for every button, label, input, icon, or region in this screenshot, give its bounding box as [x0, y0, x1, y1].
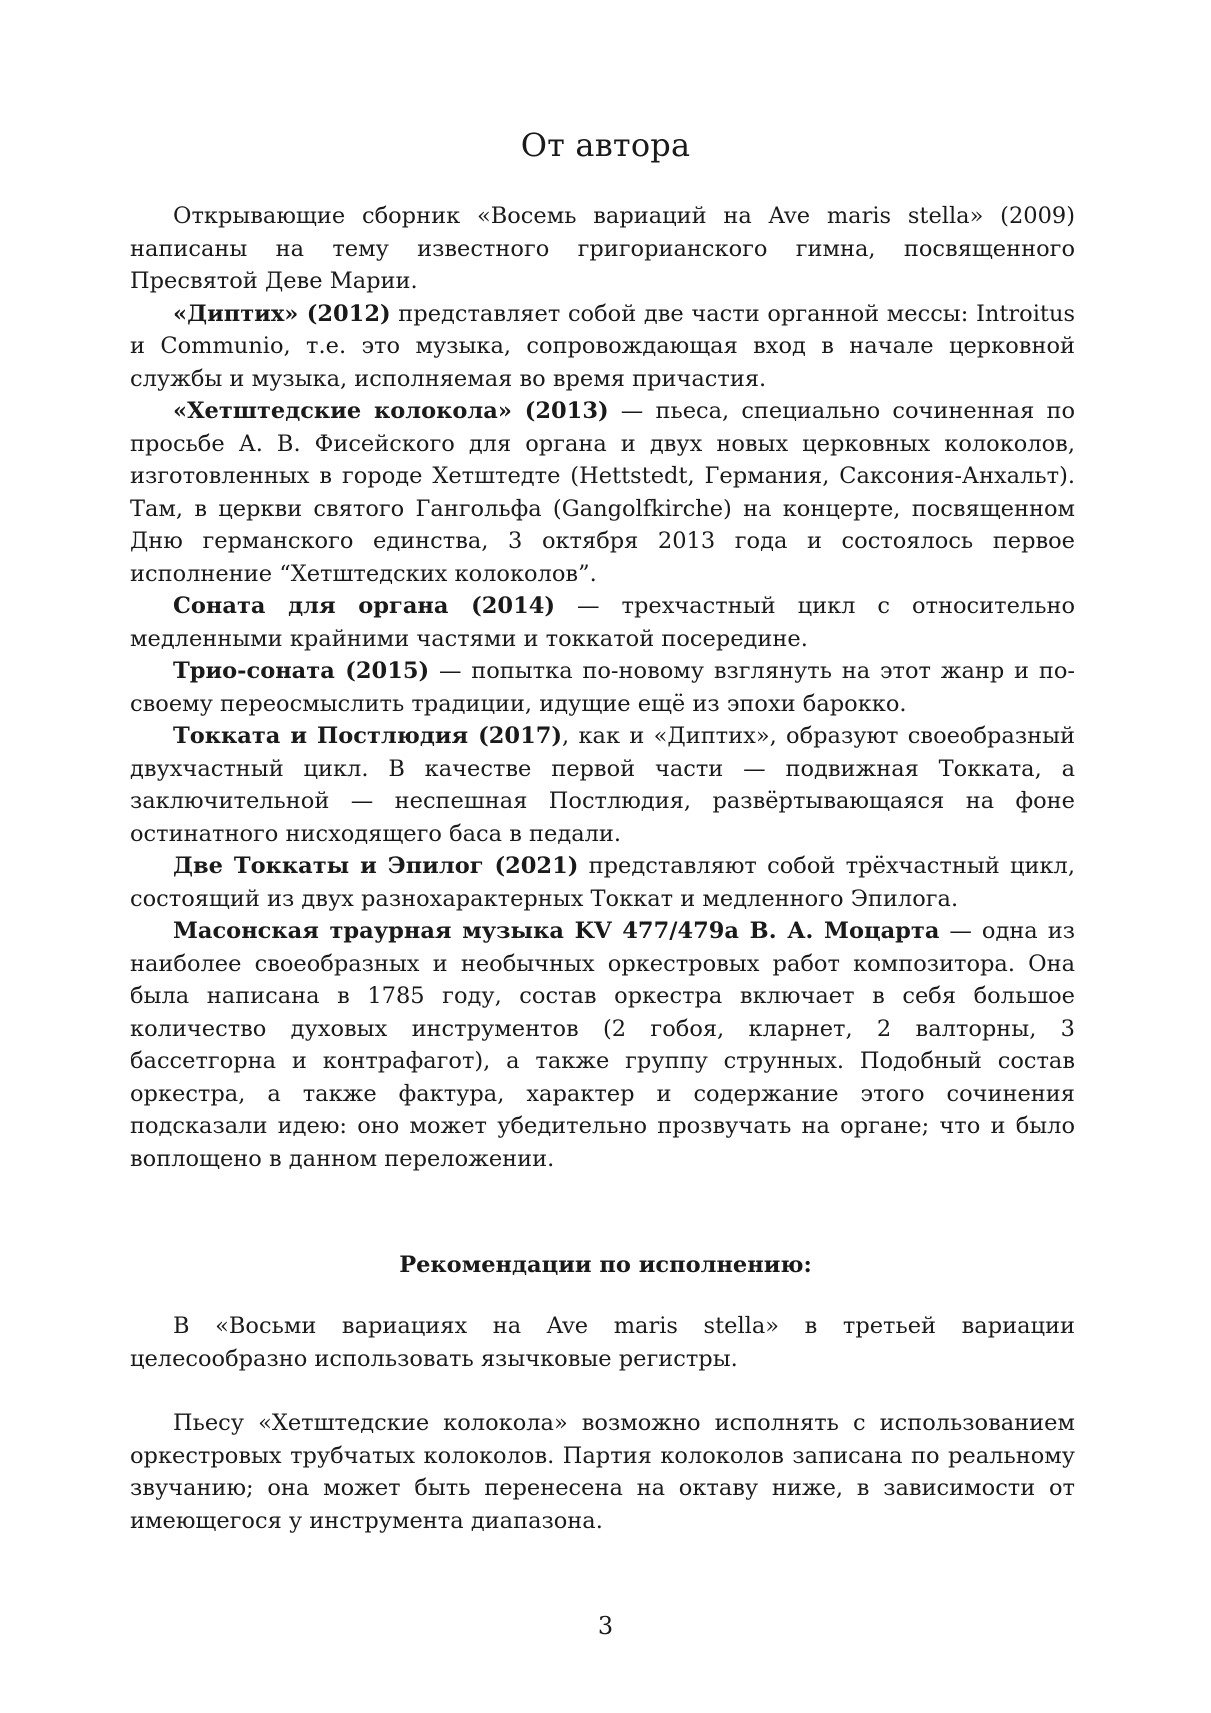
paragraph: «Хетштедские колокола» (2013) — пьеса, специально сочиненная по просьбе А. В. Фисейского для органа и двух новых церковных колоколов, изготовленных в городе Хетштедте (Hettstedt, Германия, Саксония-Анхальт). Там, в церкви святого Гангольфа (Gangolfkirche) на концерте, посвященном Дню германского единства, 3 октября 2013 года и состоялось первое исполнение “Хетштедских колоколов”. — [130, 398, 1075, 587]
work-title: Соната для органа (2014) — [173, 593, 556, 619]
recommendation-paragraph: В «Восьми вариациях на Ave maris stella» в третьей вариации целесообразно использовать язычковые регистры. — [130, 1313, 1075, 1372]
page-number: 3 — [597, 1612, 614, 1640]
paragraph: Масонская траурная музыка KV 477/479a В. А. Моцарта — одна из наиболее своеобразных и необычных оркестровых работ композитора. Она была написана в 1785 году, состав оркестра включает в себя большое количество духовых инструментов (2 гобоя, кларнет, 2 валторны, 3 бассетгорна и контрафагот), а также группу струнных. Подобный состав оркестра, а также фактура, характер и содержание этого сочинения подсказали идею: оно может убедительно прозвучать на органе; что и было воплощено в данном переложении. — [130, 918, 1075, 1172]
paragraph: Трио-соната (2015) — попытка по-новому взглянуть на этот жанр и по-своему переосмыслить традиции, идущие ещё из эпохи барокко. — [130, 658, 1075, 717]
recommendations-body — [130, 1310, 1075, 1537]
paragraph: «Диптих» (2012) представляет собой две части органной мессы: Introitus и Communio, т.е. это музыка, сопровождающая вход в начале церковной службы и музыка, исполняемая во время причастия. — [130, 300, 1075, 392]
work-title: Две Токкаты и Эпилог (2021) — [173, 853, 579, 879]
work-title: «Диптих» (2012) — [173, 300, 391, 327]
work-title: Токката и Постлюдия (2017) — [173, 723, 563, 749]
work-title: Трио-соната (2015) — [173, 658, 430, 684]
paragraph: Открывающие сборник «Восемь вариаций на Ave maris stella» (2009) написаны на тему известного григорианского гимна, посвященного Пресвятой Деве Марии. — [130, 203, 1075, 294]
paragraph: Две Токкаты и Эпилог (2021) представляют собой трёхчастный цикл, состоящий из двух разнохарактерных Токкат и медленного Эпилога. — [130, 853, 1075, 912]
intro-body — [130, 200, 1075, 1175]
recommendations-heading: Рекомендации по исполнению: — [399, 1252, 812, 1278]
work-title: «Хетштедские колокола» (2013) — [173, 398, 609, 424]
paragraph: Соната для органа (2014) — трехчастный цикл с относительно медленными крайними частями и токкатой посередине. — [130, 593, 1075, 652]
work-title: Масонская траурная музыка KV 477/479a В. А. Моцарта — [173, 918, 940, 944]
recommendation-paragraph: Пьесу «Хетштедские колокола» возможно исполнять с использованием оркестровых трубчатых колоколов. Партия колоколов записана по реальному звучанию; она может быть перенесена на октаву ниже, в зависимости от имеющегося у инструмента диапазона. — [130, 1410, 1075, 1534]
page-title: От автора — [520, 126, 691, 164]
paragraph: Токката и Постлюдия (2017), как и «Диптих», образуют своеобразный двухчастный цикл. В качестве первой части — подвижная Токката, а заключительной — неспешная Постлюдия, развёртывающаяся на фоне остинатного нисходящего баса в педали. — [130, 723, 1076, 847]
